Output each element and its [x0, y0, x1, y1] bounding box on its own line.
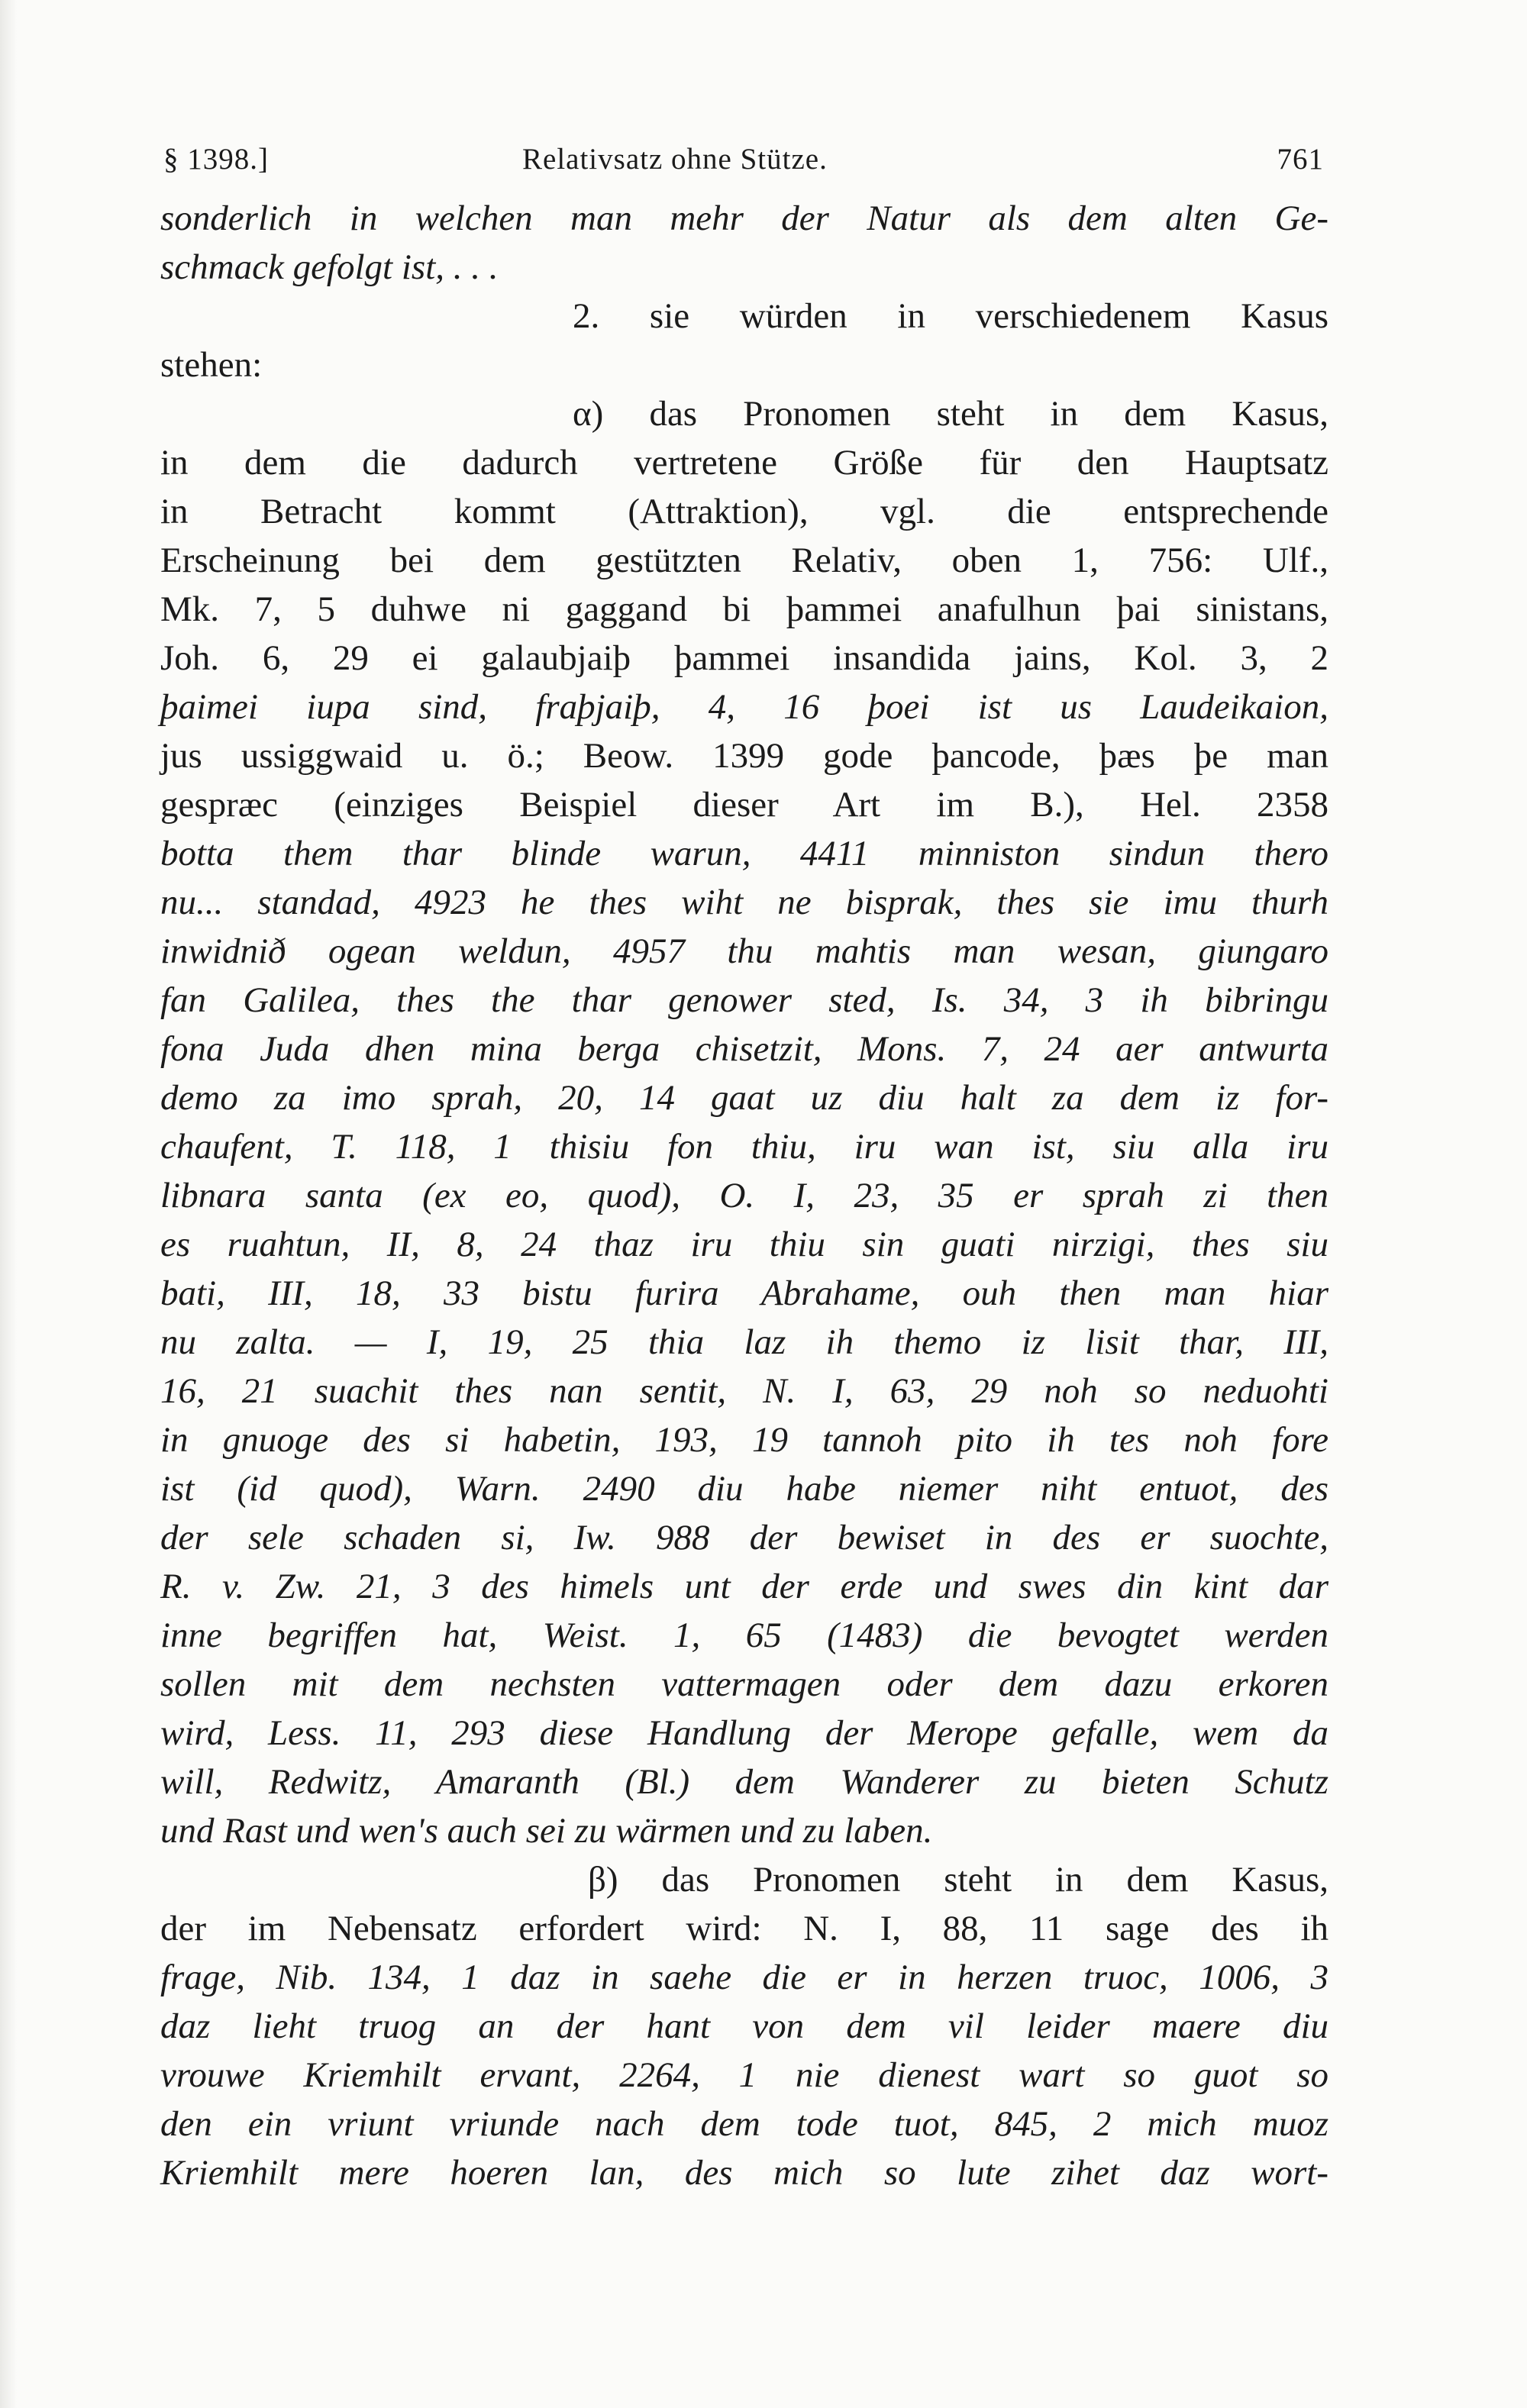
- text-line: sonderlich in welchen man mehr der Natur als dem alten Ge-: [160, 199, 1328, 238]
- text-line: jus ussiggwaid u. ö.; Beow. 1399 gode þancode, þæs þe man: [160, 736, 1328, 776]
- section-number: § 1398.]: [163, 143, 269, 176]
- text-line: fona Juda dhen mina berga chisetzit, Mons. 7, 24 aer antwurta: [160, 1029, 1328, 1069]
- text-line: inne begriffen hat, Weist. 1, 65 (1483) die bevogtet werden: [160, 1616, 1328, 1655]
- text-line: nu... standad, 4923 he thes wiht ne bisprak, thes sie imu thurh: [160, 883, 1328, 922]
- text-line: inwidnið ogean weldun, 4957 thu mahtis man wesan, giungaro: [160, 931, 1328, 971]
- text-line: Joh. 6, 29 ei galaubjaiþ þammei insandida jains, Kol. 3, 2: [160, 638, 1328, 678]
- page-number: 761: [1277, 143, 1324, 176]
- text-line: 16, 21 suachit thes nan sentit, N. I, 63, 29 noh so neduohti: [160, 1371, 1328, 1411]
- text-line: frage, Nib. 134, 1 daz in saehe die er in herzen truoc, 1006, 3: [160, 1958, 1328, 1997]
- text-line: wird, Less. 11, 293 diese Handlung der Merope gefalle, wem da: [160, 1713, 1328, 1753]
- text-line: sollen mit dem nechsten vattermagen oder dem dazu erkoren: [160, 1664, 1328, 1704]
- text-line: stehen:: [160, 345, 263, 385]
- text-line: Kriemhilt mere hoeren lan, des mich so lute zihet daz wort-: [160, 2153, 1328, 2193]
- text-line: den ein vriunt vriunde nach dem tode tuot, 845, 2 mich muoz: [160, 2104, 1328, 2144]
- text-line: 2. sie würden in verschiedenem Kasus: [573, 296, 1328, 336]
- running-title: Relativsatz ohne Stütze.: [522, 143, 828, 176]
- text-line: β) das Pronomen steht in dem Kasus,: [588, 1860, 1328, 1900]
- text-line: daz lieht truog an der hant von dem vil leider maere diu: [160, 2006, 1328, 2046]
- text-line: demo za imo sprah, 20, 14 gaat uz diu halt za dem iz for-: [160, 1078, 1328, 1118]
- text-line: ist (id quod), Warn. 2490 diu habe niemer niht entuot, des: [160, 1469, 1328, 1509]
- text-line: Mk. 7, 5 duhwe ni gaggand bi þammei anafulhun þai sinistans,: [160, 589, 1328, 629]
- text-line: þaimei iupa sind, fraþjaiþ, 4, 16 þoei ist us Laudeikaion,: [160, 687, 1328, 727]
- text-line: der im Nebensatz erfordert wird: N. I, 88, 11 sage des ih: [160, 1909, 1328, 1948]
- text-line: bati, III, 18, 33 bistu furira Abrahame, ouh then man hiar: [160, 1273, 1328, 1313]
- text-line: in Betracht kommt (Attraktion), vgl. die entsprechende: [160, 492, 1328, 531]
- text-line: schmack gefolgt ist, . . .: [160, 247, 499, 287]
- page-gutter-shadow: [0, 0, 17, 2408]
- text-line: der sele schaden si, Iw. 988 der bewiset in des er suochte,: [160, 1518, 1328, 1557]
- text-line: α) das Pronomen steht in dem Kasus,: [573, 394, 1328, 434]
- text-line: R. v. Zw. 21, 3 des himels unt der erde und swes din kint dar: [160, 1567, 1328, 1606]
- text-line: in dem die dadurch vertretene Größe für den Hauptsatz: [160, 443, 1328, 483]
- text-line: vrouwe Kriemhilt ervant, 2264, 1 nie dienest wart so guot so: [160, 2055, 1328, 2095]
- text-line: fan Galilea, thes the thar genower sted, Is. 34, 3 ih bibringu: [160, 980, 1328, 1020]
- text-line: will, Redwitz, Amaranth (Bl.) dem Wanderer zu bieten Schutz: [160, 1762, 1328, 1802]
- text-line: botta them thar blinde warun, 4411 minniston sindun thero: [160, 834, 1328, 873]
- text-line: libnara santa (ex eo, quod), O. I, 23, 35 er sprah zi then: [160, 1176, 1328, 1215]
- body-text: [160, 194, 1328, 2197]
- text-line: es ruahtun, II, 8, 24 thaz iru thiu sin guati nirzigi, thes siu: [160, 1225, 1328, 1264]
- text-line: und Rast und wen's auch sei zu wärmen und zu laben.: [160, 1811, 933, 1851]
- text-line: in gnuoge des si habetin, 193, 19 tannoh pito ih tes noh fore: [160, 1420, 1328, 1460]
- text-line: gespræc (einziges Beispiel dieser Art im B.), Hel. 2358: [160, 785, 1328, 825]
- text-line: chaufent, T. 118, 1 thisiu fon thiu, iru wan ist, siu alla iru: [160, 1127, 1328, 1167]
- running-header: [163, 128, 1324, 182]
- text-line: nu zalta. — I, 19, 25 thia laz ih themo iz lisit thar, III,: [160, 1322, 1328, 1362]
- text-line: Erscheinung bei dem gestützten Relativ, oben 1, 756: Ulf.,: [160, 541, 1328, 580]
